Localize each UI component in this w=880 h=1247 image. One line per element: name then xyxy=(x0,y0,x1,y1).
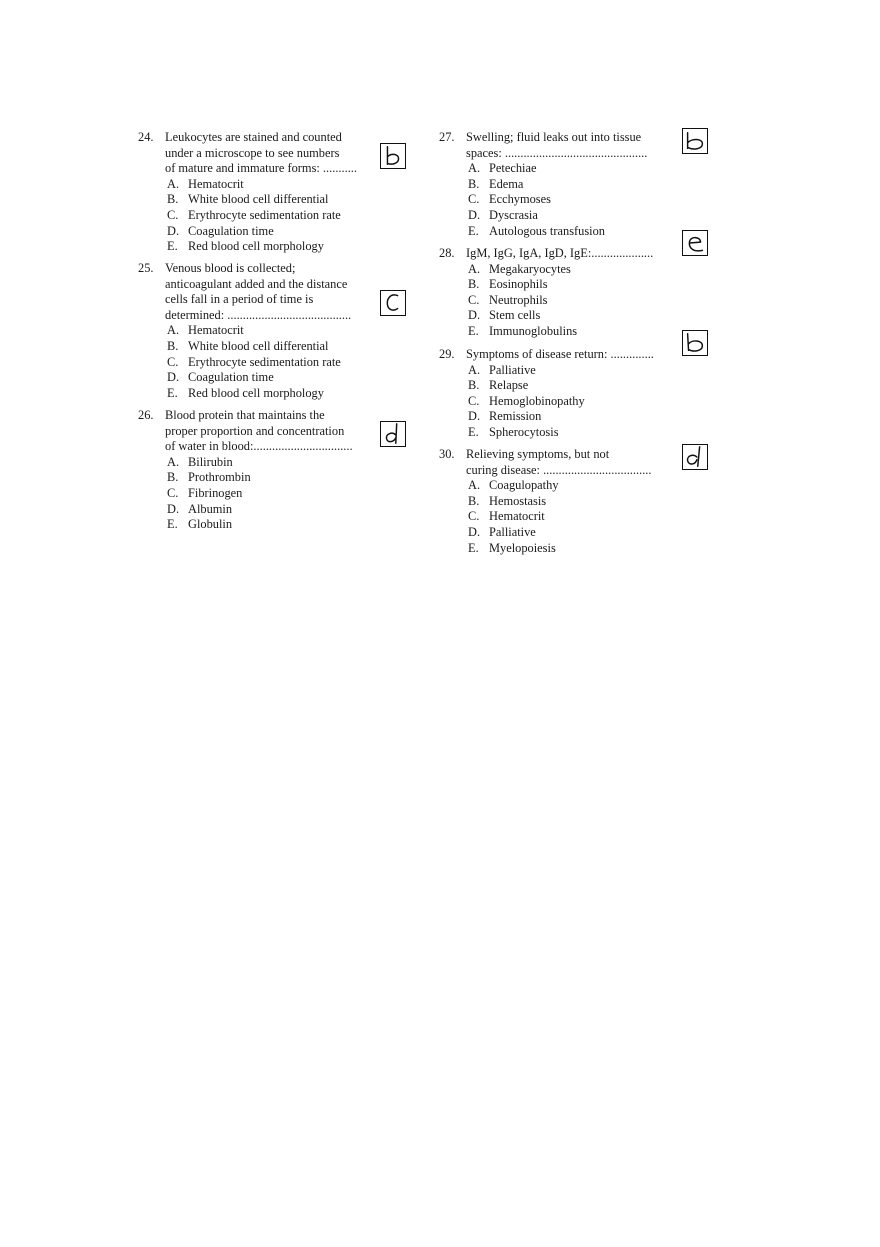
option-text: Coagulation time xyxy=(188,223,274,238)
option-text: Autologous transfusion xyxy=(489,223,605,238)
option-text: Spherocytosis xyxy=(489,424,559,439)
stem-line: proper proportion and concentration xyxy=(165,423,345,438)
question-stem xyxy=(138,261,351,323)
answer-box-30[interactable] xyxy=(682,444,708,470)
option-b xyxy=(138,192,357,208)
option-text: Prothrombin xyxy=(188,470,251,485)
option-text: Stem cells xyxy=(489,308,541,323)
question-29 xyxy=(439,347,654,441)
option-text: Bilirubin xyxy=(188,454,233,469)
answer-box-24[interactable] xyxy=(380,143,406,169)
question-number: 29. xyxy=(439,347,455,361)
question-number: 30. xyxy=(439,447,455,461)
option-text: Palliative xyxy=(489,524,536,539)
option-letter: B. xyxy=(468,378,480,393)
option-c xyxy=(439,293,653,309)
question-30 xyxy=(439,447,652,556)
option-d xyxy=(138,370,351,386)
option-text: Immunoglobulins xyxy=(489,323,578,338)
option-letter: A. xyxy=(167,454,180,469)
question-stem xyxy=(439,447,652,478)
option-e xyxy=(439,425,654,441)
option-a xyxy=(439,262,653,278)
option-text: Megakaryocytes xyxy=(489,261,571,276)
option-letter: D. xyxy=(468,409,481,424)
stem-line: anticoagulant added and the distance xyxy=(165,276,348,291)
option-text: Hemostasis xyxy=(489,493,547,508)
option-d xyxy=(439,208,647,224)
option-c xyxy=(439,394,654,410)
option-letter: B. xyxy=(468,493,480,508)
option-e xyxy=(138,239,357,255)
option-letter: A. xyxy=(468,261,481,276)
option-letter: D. xyxy=(468,524,481,539)
handwritten-answer-d xyxy=(381,422,405,446)
option-a xyxy=(439,478,652,494)
stem-line: Relieving symptoms, but not xyxy=(466,447,610,461)
option-b xyxy=(439,378,654,394)
question-26 xyxy=(138,408,353,533)
option-e xyxy=(439,324,653,340)
option-text: Palliative xyxy=(489,362,536,377)
stem-line: determined: ........................................ xyxy=(165,307,352,322)
answer-box-29[interactable] xyxy=(682,330,708,356)
question-24 xyxy=(138,130,357,255)
answer-box-28[interactable] xyxy=(682,230,708,256)
option-d xyxy=(138,224,357,240)
option-letter: E. xyxy=(468,323,479,338)
option-text: Relapse xyxy=(489,378,529,393)
option-text: Edema xyxy=(489,176,524,191)
question-number: 27. xyxy=(439,130,455,144)
question-stem xyxy=(138,408,353,455)
option-letter: E. xyxy=(468,223,479,238)
option-letter: A. xyxy=(468,161,481,176)
option-letter: C. xyxy=(468,509,480,524)
option-text: Hemoglobinopathy xyxy=(489,393,585,408)
handwritten-answer-e xyxy=(683,231,707,255)
option-letter: C. xyxy=(167,354,179,369)
option-letter: A. xyxy=(167,176,180,191)
option-letter: D. xyxy=(468,207,481,222)
option-text: Hematocrit xyxy=(188,323,244,338)
option-text: White blood cell differential xyxy=(188,338,329,353)
option-c xyxy=(439,509,652,525)
option-text: Remission xyxy=(489,409,542,424)
option-a xyxy=(439,161,647,177)
option-text: Red blood cell morphology xyxy=(188,385,324,400)
option-text: Myelopoiesis xyxy=(489,540,556,555)
stem-line: curing disease: ................................... xyxy=(466,462,652,477)
option-d xyxy=(439,409,654,425)
option-letter: D. xyxy=(167,370,180,385)
option-b xyxy=(138,339,351,355)
option-e xyxy=(439,224,647,240)
option-b xyxy=(439,177,647,193)
option-letter: B. xyxy=(167,192,179,207)
question-number: 28. xyxy=(439,246,455,260)
option-letter: B. xyxy=(468,277,480,292)
stem-line: cells fall in a period of time is xyxy=(165,292,314,307)
option-a xyxy=(439,363,654,379)
option-letter: C. xyxy=(167,485,179,500)
handwritten-answer-c xyxy=(381,291,405,315)
option-e xyxy=(439,541,652,557)
option-b xyxy=(138,470,353,486)
option-text: Dyscrasia xyxy=(489,207,538,222)
stem-line: Blood protein that maintains the xyxy=(165,408,325,422)
stem-line: IgM, IgG, IgA, IgD, IgE:.................... xyxy=(466,246,654,260)
option-e xyxy=(138,517,353,533)
stem-line: Leukocytes are stained and counted xyxy=(165,130,342,144)
option-c xyxy=(138,486,353,502)
question-25 xyxy=(138,261,351,401)
question-28 xyxy=(439,246,653,340)
option-text: White blood cell differential xyxy=(188,192,329,207)
question-stem xyxy=(439,246,653,262)
handwritten-answer-b xyxy=(381,144,405,168)
handwritten-answer-d xyxy=(683,445,707,469)
option-text: Hematocrit xyxy=(188,176,244,191)
option-text: Coagulopathy xyxy=(489,478,559,493)
option-text: Petechiae xyxy=(489,161,537,176)
option-text: Coagulation time xyxy=(188,370,274,385)
option-letter: A. xyxy=(468,478,481,493)
option-letter: E. xyxy=(468,424,479,439)
option-c xyxy=(138,208,357,224)
option-text: Eosinophils xyxy=(489,277,548,292)
option-letter: C. xyxy=(468,192,480,207)
option-letter: C. xyxy=(468,393,480,408)
option-a xyxy=(138,455,353,471)
option-d xyxy=(439,525,652,541)
stem-line: Swelling; fluid leaks out into tissue xyxy=(466,130,642,144)
option-e xyxy=(138,386,351,402)
question-27 xyxy=(439,130,647,239)
stem-line: of mature and immature forms: ........... xyxy=(165,161,358,176)
stem-line: under a microscope to see numbers xyxy=(165,145,340,160)
question-stem xyxy=(439,130,647,161)
question-number: 24. xyxy=(138,130,154,144)
option-c xyxy=(138,355,351,371)
option-text: Globulin xyxy=(188,517,233,532)
option-letter: E. xyxy=(167,385,178,400)
option-letter: B. xyxy=(468,176,480,191)
option-letter: A. xyxy=(468,362,481,377)
option-letter: E. xyxy=(167,239,178,254)
option-letter: A. xyxy=(167,323,180,338)
answer-box-26[interactable] xyxy=(380,421,406,447)
option-d xyxy=(439,308,653,324)
option-text: Hematocrit xyxy=(489,509,545,524)
question-number: 26. xyxy=(138,408,154,422)
option-letter: B. xyxy=(167,338,179,353)
stem-line: Symptoms of disease return: .............. xyxy=(466,347,654,361)
option-letter: D. xyxy=(167,501,180,516)
question-stem xyxy=(439,347,654,363)
option-letter: E. xyxy=(167,517,178,532)
option-letter: C. xyxy=(167,207,179,222)
option-text: Ecchymoses xyxy=(489,192,551,207)
option-letter: C. xyxy=(468,292,480,307)
handwritten-answer-b xyxy=(683,129,707,153)
option-d xyxy=(138,502,353,518)
option-b xyxy=(439,277,653,293)
option-a xyxy=(138,323,351,339)
question-stem xyxy=(138,130,357,177)
option-letter: B. xyxy=(167,470,179,485)
option-letter: D. xyxy=(468,308,481,323)
option-a xyxy=(138,177,357,193)
option-text: Erythrocyte sedimentation rate xyxy=(188,354,341,369)
option-b xyxy=(439,494,652,510)
option-text: Red blood cell morphology xyxy=(188,239,324,254)
question-number: 25. xyxy=(138,261,154,275)
option-letter: D. xyxy=(167,223,180,238)
answer-box-25[interactable] xyxy=(380,290,406,316)
option-text: Fibrinogen xyxy=(188,485,243,500)
option-text: Erythrocyte sedimentation rate xyxy=(188,207,341,222)
stem-line: of water in blood:................................ xyxy=(165,439,353,454)
option-text: Albumin xyxy=(188,501,233,516)
handwritten-answer-b xyxy=(683,331,707,355)
option-c xyxy=(439,192,647,208)
stem-line: spaces: .............................................. xyxy=(466,145,648,160)
option-letter: E. xyxy=(468,540,479,555)
answer-box-27[interactable] xyxy=(682,128,708,154)
stem-line: Venous blood is collected; xyxy=(165,261,296,275)
option-text: Neutrophils xyxy=(489,292,548,307)
